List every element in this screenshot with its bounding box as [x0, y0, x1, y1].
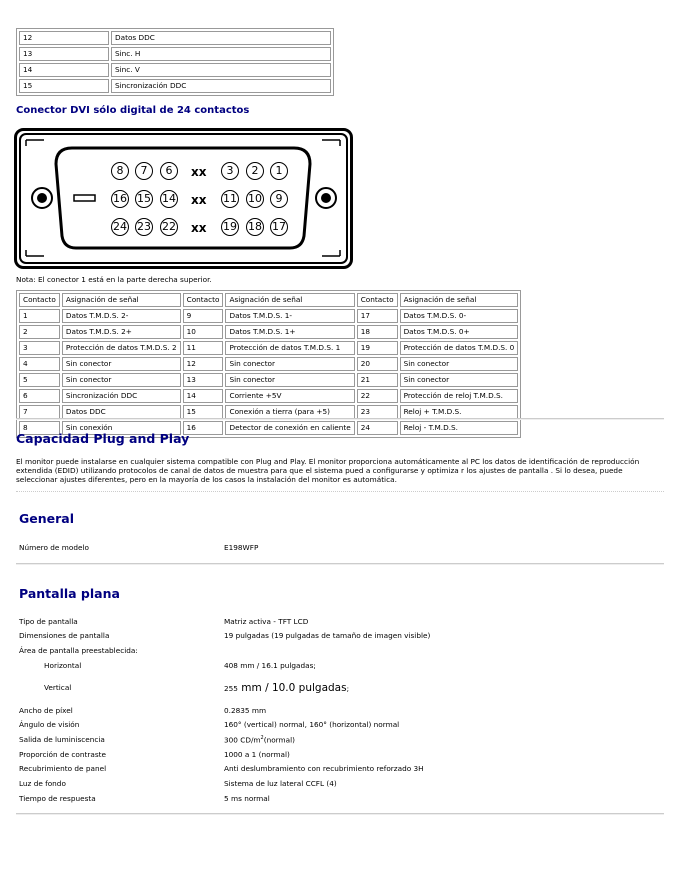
pin-gap-label: xx — [191, 221, 207, 235]
spec-label: Ángulo de visión — [19, 720, 80, 729]
divider — [16, 491, 664, 492]
plug-and-play-title: Capacidad Plug and Play — [16, 431, 190, 446]
table-row: 4 Sin conector 12 Sin conector 20 Sin conector — [19, 357, 518, 371]
pin-23: 23 — [135, 218, 153, 236]
vga-pin-table-continued — [16, 28, 334, 96]
spec-label: Proporción de contraste — [19, 750, 106, 759]
pin-1: 1 — [270, 162, 288, 180]
pin-16: 16 — [111, 190, 129, 208]
pin-19: 19 — [221, 218, 239, 236]
pin-24: 24 — [111, 218, 129, 236]
pin-3: 3 — [221, 162, 239, 180]
model-label: Número de modelo — [19, 543, 89, 552]
spec-label: Vertical — [44, 683, 72, 692]
pin-14: 14 — [160, 190, 178, 208]
table-row: 3 Protección de datos T.M.D.S. 2 11 Protección de datos T.M.D.S. 1 19 Protección de datos T.M.D.S. 0 — [19, 341, 518, 355]
model-value: E198WFP — [224, 543, 259, 552]
table-row: 2 Datos T.M.D.S. 2+ 10 Datos T.M.D.S. 1+ 18 Datos T.M.D.S. 0+ — [19, 325, 518, 339]
dvi-pin-table — [16, 290, 521, 438]
pin-9: 9 — [270, 190, 288, 208]
spec-value: 255 mm / 10.0 pulgadas; — [224, 682, 350, 694]
table-row: 8 Sin conexión 16 Detector de conexión en caliente 24 Reloj - T.M.D.S. — [19, 421, 518, 435]
pin-18: 18 — [246, 218, 264, 236]
table-row: 15 Sincronización DDC — [19, 79, 331, 93]
pin-2: 2 — [246, 162, 264, 180]
table-row: 5 Sin conector 13 Sin conector 21 Sin conector — [19, 373, 518, 387]
connector-shell — [14, 128, 354, 270]
spec-value: Matriz activa - TFT LCD — [224, 617, 309, 626]
spec-value: 1000 a 1 (normal) — [224, 750, 290, 759]
table-row: 13 Sinc. H — [19, 47, 331, 61]
pin-17: 17 — [270, 218, 288, 236]
table-row: 14 Sinc. V — [19, 63, 331, 77]
pin-8: 8 — [111, 162, 129, 180]
spec-label: Recubrimiento de panel — [19, 764, 107, 773]
dvi-connector-diagram — [14, 128, 354, 270]
table-row: 7 Datos DDC 15 Conexión a tierra (para +5) 23 Reloj + T.M.D.S. — [19, 405, 518, 419]
general-title: General — [19, 511, 74, 526]
pin-gap-label: xx — [191, 193, 207, 207]
flat-panel-title: Pantalla plana — [19, 586, 120, 601]
pin-22: 22 — [160, 218, 178, 236]
dvi-connector-title: Conector DVI sólo digital de 24 contactos — [16, 105, 250, 116]
divider — [16, 563, 664, 565]
spec-label: Salida de luminiscencia — [19, 735, 105, 744]
pin-15: 15 — [135, 190, 153, 208]
spec-value: 5 ms normal — [224, 794, 270, 803]
table-header-row: Contacto Asignación de señal Contacto Asignación de señal Contacto Asignación de señal — [19, 293, 518, 307]
spec-value: Sistema de luz lateral CCFL (4) — [224, 779, 337, 788]
table-row: 6 Sincronización DDC 14 Corriente +5V 22 Protección de reloj T.M.D.S. — [19, 389, 518, 403]
pin-10: 10 — [246, 190, 264, 208]
pin-11: 11 — [221, 190, 239, 208]
spec-label: Tiempo de respuesta — [19, 794, 96, 803]
spec-label: Dimensiones de pantalla — [19, 631, 110, 640]
spec-value: Anti deslumbramiento con recubrimiento reforzado 3H — [224, 764, 424, 773]
spec-value: 300 $CD/m^2(normal)$ — [224, 735, 295, 745]
spec-label: Horizontal — [44, 661, 82, 670]
table-row: 12 Datos DDC — [19, 31, 331, 45]
spec-label: Ancho de píxel — [19, 706, 73, 715]
spec-value: 408 mm / 16.1 pulgadas; — [224, 661, 316, 670]
spec-value: 19 pulgadas (19 pulgadas de tamaño de imagen visible) — [224, 631, 431, 640]
spec-label: Área de pantalla preestablecida: — [19, 646, 138, 655]
spec-label: Luz de fondo — [19, 779, 66, 788]
connector-note: Nota: El conector 1 está en la parte derecha superior. — [16, 275, 212, 284]
spec-value: 160° (vertical) normal, 160° (horizontal) normal — [224, 720, 400, 729]
pin-gap-label: xx — [191, 165, 207, 179]
plug-and-play-text: El monitor puede instalarse en cualquier sistema compatible con Plug and Play. El monitor proporciona automáticamente al PC los datos de identificación de reproducción extendida (EDID) utilizando protocolos de canal de datos de muestra para que el sistema pued a configurarse y optimiza r los ajustes de pantalla . Si lo desea, puede seleccionar ajustes diferentes, pero en la mayoría de los casos la instalación del monitor es automática. — [16, 457, 640, 484]
divider — [16, 813, 664, 815]
divider — [16, 418, 664, 420]
table-row: 1 Datos T.M.D.S. 2- 9 Datos T.M.D.S. 1- 17 Datos T.M.D.S. 0- — [19, 309, 518, 323]
pin-7: 7 — [135, 162, 153, 180]
pin-6: 6 — [160, 162, 178, 180]
spec-value: 0.2835 mm — [224, 706, 267, 715]
spec-label: Tipo de pantalla — [19, 617, 78, 626]
